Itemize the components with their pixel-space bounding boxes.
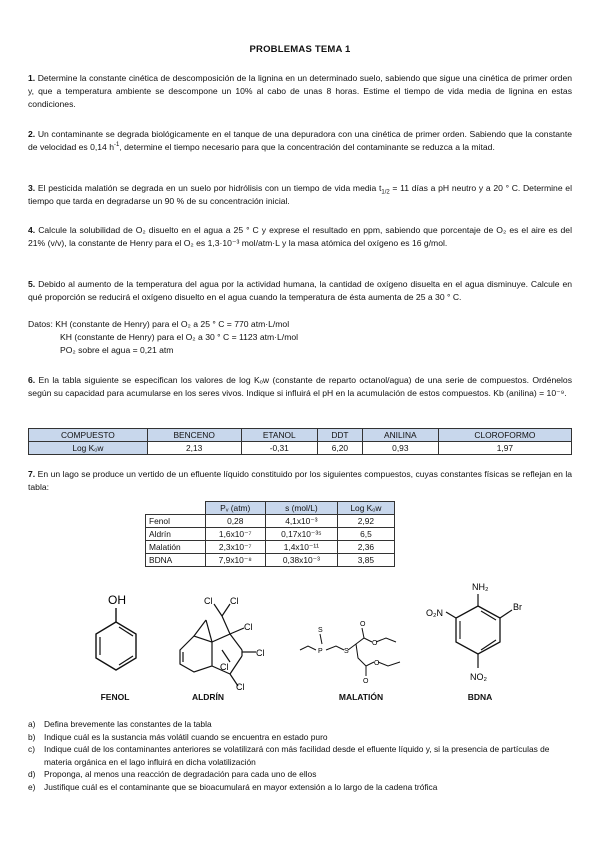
question-letter: a) <box>28 719 36 729</box>
table-header-cell: DDT <box>318 429 363 442</box>
problem-4-text: Calcule la solubilidad de O₂ disuelto en el agua a 25 ° C y exprese el resultado en ppm, sabiendo que porcentaje de O₂ es el aire es del 21% (v/v), la constante de Henry para el O₂ es 1,3·10⁻³ mol/atm·L y la masa atómica del oxígeno es 16 g/mol. <box>28 225 572 248</box>
problem-1-number: 1. <box>28 73 36 83</box>
table-cell: 1,97 <box>438 442 571 455</box>
datos-line-2: KH (constante de Henry) para el O₂ a 30 ° C = 1123 atm·L/mol <box>60 332 299 342</box>
table-row <box>146 554 395 567</box>
list-item <box>28 781 572 794</box>
aldrin-cl-6: Cl <box>220 662 229 672</box>
table-cell: 0,17x10⁻³⁵ <box>265 528 337 541</box>
page-title: PROBLEMAS TEMA 1 <box>249 44 351 55</box>
aldrin-cl-1: Cl <box>230 596 239 606</box>
table-cell: Malatión <box>146 541 206 554</box>
malation-o-4: O <box>374 660 380 667</box>
table-cell: 0,38x10⁻³ <box>265 554 337 567</box>
aldrin-label: ALDRÍN <box>191 692 225 702</box>
problem-6 <box>28 374 572 400</box>
table-header-cell <box>146 502 206 515</box>
datos-line-1: Datos: KH (constante de Henry) para el O₂ a 25 ° C = 770 atm·L/mol <box>28 319 290 329</box>
table-header-cell: BENCENO <box>147 429 241 442</box>
table-row <box>146 515 395 528</box>
malation-o-2: O <box>372 640 378 647</box>
fenol-oh-label: OH <box>108 593 126 607</box>
problem-4-number: 4. <box>28 225 36 235</box>
fenol-label: FENOL <box>100 692 130 702</box>
table-cell: 2,13 <box>147 442 241 455</box>
list-item <box>28 731 572 744</box>
bdna-o2n: O₂N <box>426 608 443 618</box>
table-row-label: Log Kₒw <box>29 442 148 455</box>
table-row <box>29 442 572 455</box>
problem-6-text: En la tabla siguiente se especifican los valores de log Kₒw (constante de reparto octanol/agua) de una serie de compuestos. Ordénelos según su capacidad para acumularse en los seres vivos. Indique si influirá el pH en la acumulación de estos compuestos. Kb (anilina) = 10⁻⁹. <box>28 375 572 398</box>
table-cell: -0,31 <box>241 442 318 455</box>
table-cell: Fenol <box>146 515 206 528</box>
aldrin-structure <box>160 590 270 690</box>
problem-1-text: Determine la constante cinética de descomposición de la lignina en un determinado suelo, sabiendo que sigue una cinética de primer orden y, que a temperatura ambiente se descompone un 10% al cabo de unas 8 horas. Estime el tiempo de vida media de lignina en estas condiciones. <box>28 73 573 109</box>
table-cell: 2,92 <box>337 515 394 528</box>
physical-constants-table <box>145 501 395 567</box>
problem-2-sup: -1 <box>114 141 120 148</box>
problem-2-text-a: Un contaminante se degrada biológicamente en el tanque de una depuradora con una cinética de primer orden. Sabiendo que la constante de velocidad es 0,14 h <box>28 129 572 152</box>
question-text: Indique cuál de los contaminantes anteriores se volatilizará con más facilidad desde el efluente líquido y, si la presencia de partículas de materia orgánica en el lago influirá en dicha volatilización <box>44 744 550 767</box>
problem-3-sub: 1/2 <box>381 189 390 196</box>
problem-7 <box>28 468 572 494</box>
table-cell: 2,36 <box>337 541 394 554</box>
table-cell: 1,4x10⁻¹¹ <box>265 541 337 554</box>
aldrin-cl-2: Cl <box>204 596 213 606</box>
question-letter: c) <box>28 744 35 755</box>
malation-o-3: O <box>363 678 369 684</box>
question-text: Justifique cuál es el contaminante que se bioacumulará en mayor extensión a lo largo de la cadena trófica <box>44 781 438 792</box>
malation-structure <box>296 614 416 684</box>
table-cell: 7,9x10⁻⁸ <box>205 554 265 567</box>
aldrin-cl-4: Cl <box>256 648 265 658</box>
problem-2-number: 2. <box>28 129 36 139</box>
bdna-nh2: NH₂ <box>472 582 489 592</box>
table-cell: 0,28 <box>205 515 265 528</box>
question-text: Proponga, al menos una reacción de degradación para cada uno de ellos <box>44 769 317 780</box>
malation-s-1: S <box>318 627 323 634</box>
table-cell: 0,93 <box>362 442 438 455</box>
datos-line-3: PO₂ sobre el agua = 0,21 atm <box>60 345 174 355</box>
malation-o-1: O <box>360 621 366 628</box>
problem-4 <box>28 224 572 250</box>
problem-6-number: 6. <box>28 375 36 385</box>
bdna-label: BDNA <box>467 692 493 702</box>
table-cell: 3,85 <box>337 554 394 567</box>
problem-3-text-a: El pesticida malatión se degrada en un suelo por hidrólisis con un tiempo de vida media t <box>37 183 382 193</box>
table-cell: 6,5 <box>337 528 394 541</box>
problem-1 <box>28 72 572 110</box>
table-header-cell: s (mol/L) <box>265 502 337 515</box>
aldrin-cl-5: Cl <box>236 682 245 690</box>
bdna-no2: NO₂ <box>470 672 487 682</box>
table-row <box>146 528 395 541</box>
table-cell: 6,20 <box>318 442 363 455</box>
problem-2 <box>28 128 572 154</box>
table-cell: 1,6x10⁻⁷ <box>205 528 265 541</box>
table-header-cell: CLOROFORMO <box>438 429 571 442</box>
table-header-row <box>146 502 395 515</box>
question-letter: e) <box>28 781 36 792</box>
list-item <box>28 718 572 731</box>
fenol-structure <box>80 588 160 688</box>
question-list <box>28 718 572 794</box>
problem-5-text: Debido al aumento de la temperatura del agua por la actividad humana, la cantidad de oxígeno disuelta en el agua disminuye. Calcule en qué proporción se reducirá el oxígeno disuelto en el agua cuando la temperatura de ésta aumenta de 25 a 30 ° C. <box>28 279 573 302</box>
log-kow-table <box>28 428 572 455</box>
problem-7-number: 7. <box>28 469 36 479</box>
table-header-cell: Log Kₒw <box>337 502 394 515</box>
question-text: Indique cuál es la sustancia más volátil cuando se encuentra en estado puro <box>44 731 328 742</box>
table-header-row <box>29 429 572 442</box>
malation-s-2: S <box>344 648 349 655</box>
list-item <box>28 743 572 768</box>
question-letter: d) <box>28 769 36 780</box>
aldrin-cl-3: Cl <box>244 622 253 632</box>
question-letter: b) <box>28 731 36 742</box>
problem-3-number: 3. <box>28 183 36 193</box>
table-header-cell: ANILINA <box>362 429 438 442</box>
question-text: Defina brevemente las constantes de la tabla <box>44 719 212 729</box>
table-cell: 2,3x10⁻⁷ <box>205 541 265 554</box>
malation-label: MALATIÓN <box>338 692 384 702</box>
problem-3 <box>28 182 572 208</box>
problem-7-text: En un lago se produce un vertido de un efluente líquido constituido por los siguientes compuestos, cuyas constantes físicas se reflejan en la tabla: <box>28 469 573 492</box>
list-item <box>28 768 572 781</box>
bdna-br: Br <box>513 602 522 612</box>
table-header-cell: COMPUESTO <box>29 429 148 442</box>
bdna-structure <box>420 578 540 690</box>
problem-5-number: 5. <box>28 279 36 289</box>
table-row <box>146 541 395 554</box>
table-header-cell: ETANOL <box>241 429 318 442</box>
problem-3-text-b: = 11 días a pH neutro y a 20 ° C. Determine el tiempo que tarda en degradarse un 90 % de su concentración inicial. <box>28 183 572 206</box>
problem-2-text-b: , determine el tiempo necesario para que la concentración del contaminante se reduzca a la mitad. <box>119 141 495 152</box>
malation-p: P <box>318 648 323 655</box>
table-header-cell: Pᵥ (atm) <box>205 502 265 515</box>
table-cell: 4,1x10⁻³ <box>265 515 337 528</box>
table-cell: BDNA <box>146 554 206 567</box>
table-cell: Aldrín <box>146 528 206 541</box>
problem-5 <box>28 278 572 304</box>
